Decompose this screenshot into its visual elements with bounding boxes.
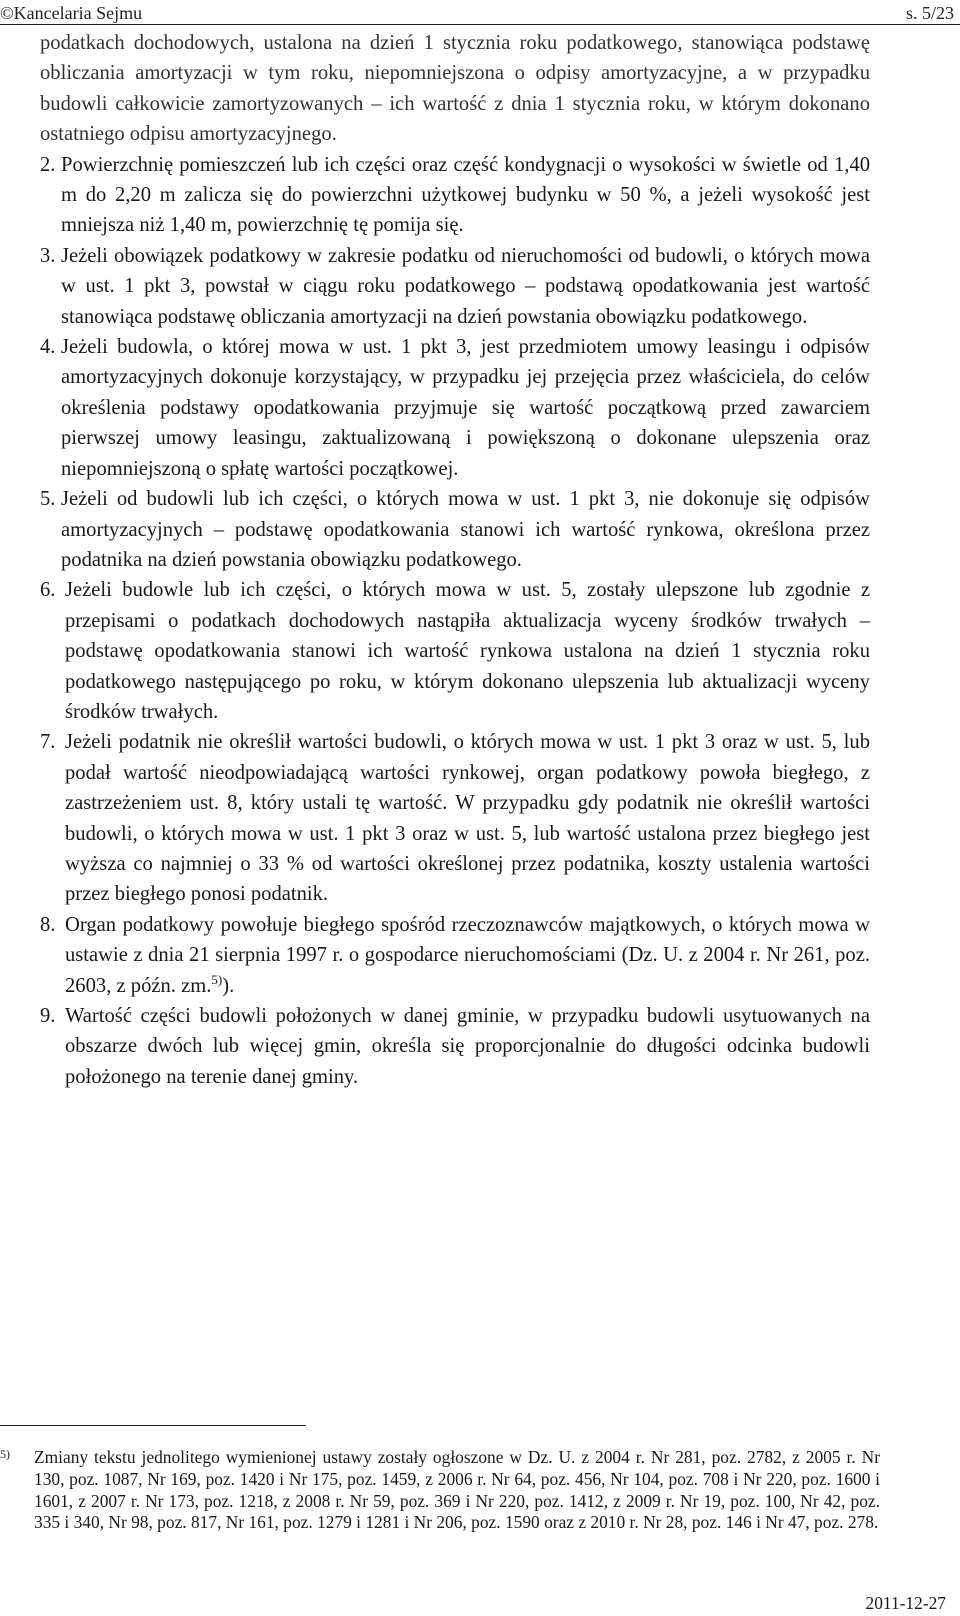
paragraph-2 xyxy=(40,150,870,241)
paragraph-text xyxy=(65,910,870,1001)
paragraph-4 xyxy=(40,332,870,484)
paragraph-text: Jeżeli obowiązek podatkowy w zakresie podatku od nieruchomości od budowli, o których mowa w ust. 1 pkt 3, powstał w ciągu roku podatkowego – podstawą opodatkowania jest wartość stanowiąca podstawę obliczania amortyzacji na dzień powstania obowiązku podatkowego. xyxy=(61,244,870,328)
page-number: s. 5/23 xyxy=(905,3,954,23)
header-divider xyxy=(0,24,960,25)
paragraph-3 xyxy=(40,241,870,332)
intro-paragraph: podatkach dochodowych, ustalona na dzień 1 stycznia roku podatkowego, stanowiąca podstawę obliczania amortyzacji w tym roku, niepomniejszona o odpisy amortyzacyjne, a w przypadku budowli całkowicie zamortyzowanych – ich wartość z dnia 1 stycznia roku, w którym dokonano ostatniego odpisu amortyzacyjnego. xyxy=(40,32,870,146)
paragraph-7 xyxy=(40,727,870,909)
paragraph-text: Jeżeli budowle lub ich części, o których mowa w ust. 5, zostały ulepszone lub zgodnie z przepisami o podatkach dochodowych nastąpiła aktualizacja wyceny środków trwałych – podstawę opodatkowania stanowi ich wartość rynkowa ustalona na dzień 1 stycznia roku podatkowego następującego po roku, w którym dokonano ulepszenia lub aktualizacji wyceny środków trwałych. xyxy=(65,579,870,723)
paragraph-number: 4. xyxy=(40,336,56,359)
paragraph-8 xyxy=(40,910,870,1001)
paragraph-5 xyxy=(40,484,870,575)
footnote-divider xyxy=(0,1425,306,1426)
paragraph-text: Powierzchnię pomieszczeń lub ich części oraz część kondygnacji o wysokości w świetle od 1,40 m do 2,20 m zalicza się do powierzchni użytkowej budynku w 50 %, a jeżeli wysokość jest mniejsza niż 1,40 m, powierzchnię tę pomija się. xyxy=(61,153,870,237)
paragraph-number: 2. xyxy=(40,153,56,176)
paragraph-text: Wartość części budowli położonych w danej gminie, w przypadku budowli usytuowanych na obszarze dwóch lub więcej gmin, określa się proporcjonalnie do długości odcinka budowli położonego na terenie danej gminy. xyxy=(65,1005,870,1088)
paragraph-number: 8. xyxy=(40,913,56,936)
header-copyright: ©Kancelaria Sejmu xyxy=(0,3,143,23)
paragraph-number: 5. xyxy=(40,488,56,511)
paragraph-6 xyxy=(40,575,870,727)
footnote-text: Zmiany tekstu jednolitego wymienionej ustawy zostały ogłoszone w Dz. U. z 2004 r. Nr 281, poz. 2782, z 2005 r. Nr 130, poz. 1087, Nr 169, poz. 1420 i Nr 175, poz. 1459, z 2006 r. Nr 64, poz. 456, Nr 104, poz. 708 i Nr 220, poz. 1600 i 1601, z 2007 r. Nr 173, poz. 1218, z 2008 r. Nr 59, poz. 369 i Nr 220, poz. 1412, z 2009 r. Nr 19, poz. 100, Nr 42, poz. 335 i 340, Nr 98, poz. 817, Nr 161, poz. 1279 i 1281 i Nr 206, poz. 1590 oraz z 2010 r. Nr 28, poz. 146 i Nr 47, poz. 278. xyxy=(34,1447,880,1533)
paragraph-text: Jeżeli podatnik nie określił wartości budowli, o których mowa w ust. 1 pkt 3 oraz w ust. 5, lub podał wartość nieodpowiadającą wartości rynkowej, organ podatkowy powoła biegłego, z zastrzeżeniem ust. 8, który ustali tę wartość. W przypadku gdy podatnik nie określił wartości budowli, o których mowa w ust. 1 pkt 3 oraz w ust. 5, lub wartość ustalona przez biegłego jest wyższa co najmniej o 33 % od wartości określonej przez podatnika, koszty ustalenia wartości przez biegłego ponosi podatnik. xyxy=(65,731,870,906)
paragraph-number: 3. xyxy=(40,244,56,267)
paragraph-9 xyxy=(40,1001,870,1092)
paragraph-number: 9. xyxy=(40,1005,56,1027)
paragraph-number: 6. xyxy=(40,579,56,602)
footnote xyxy=(0,1447,880,1534)
document-date: 2011-12-27 xyxy=(865,1593,946,1613)
paragraph-text-main: Organ podatkowy powołuje biegłego spośród rzeczoznawców majątkowych, o których mowa w ustawie z dnia 21 sierpnia 1997 r. o gospodarce nieruchomościami (Dz. U. z 2004 r. Nr 261, poz. 2603, z późn. zm. xyxy=(65,913,870,997)
paragraph-number: 7. xyxy=(40,731,56,754)
paragraph-text: Jeżeli budowla, o której mowa w ust. 1 pkt 3, jest przedmiotem umowy leasingu i odpisów amortyzacyjnych dokonuje korzystający, w przypadku jej przejęcia przez właściciela, do celów określenia podstawy opodatkowania przyjmuje się wartość początkową przed zawarciem pierwszej umowy leasingu, zaktualizowaną i powiększoną o dokonane ulepszenia oraz niepomniejszoną o spłatę wartości początkowej. xyxy=(61,336,870,480)
footnote-mark: 5) xyxy=(0,1447,10,1461)
paragraph-text: Jeżeli od budowli lub ich części, o których mowa w ust. 1 pkt 3, nie dokonuje się odpisów amortyzacyjnych – podstawę opodatkowania stanowi ich wartość rynkowa, określona przez podatnika na dzień powstania obowiązku podatkowego. xyxy=(61,488,870,571)
document-body xyxy=(40,28,870,1092)
paragraph-text-tail: ). xyxy=(222,974,235,997)
footnote-reference[interactable]: 5) xyxy=(211,971,223,987)
